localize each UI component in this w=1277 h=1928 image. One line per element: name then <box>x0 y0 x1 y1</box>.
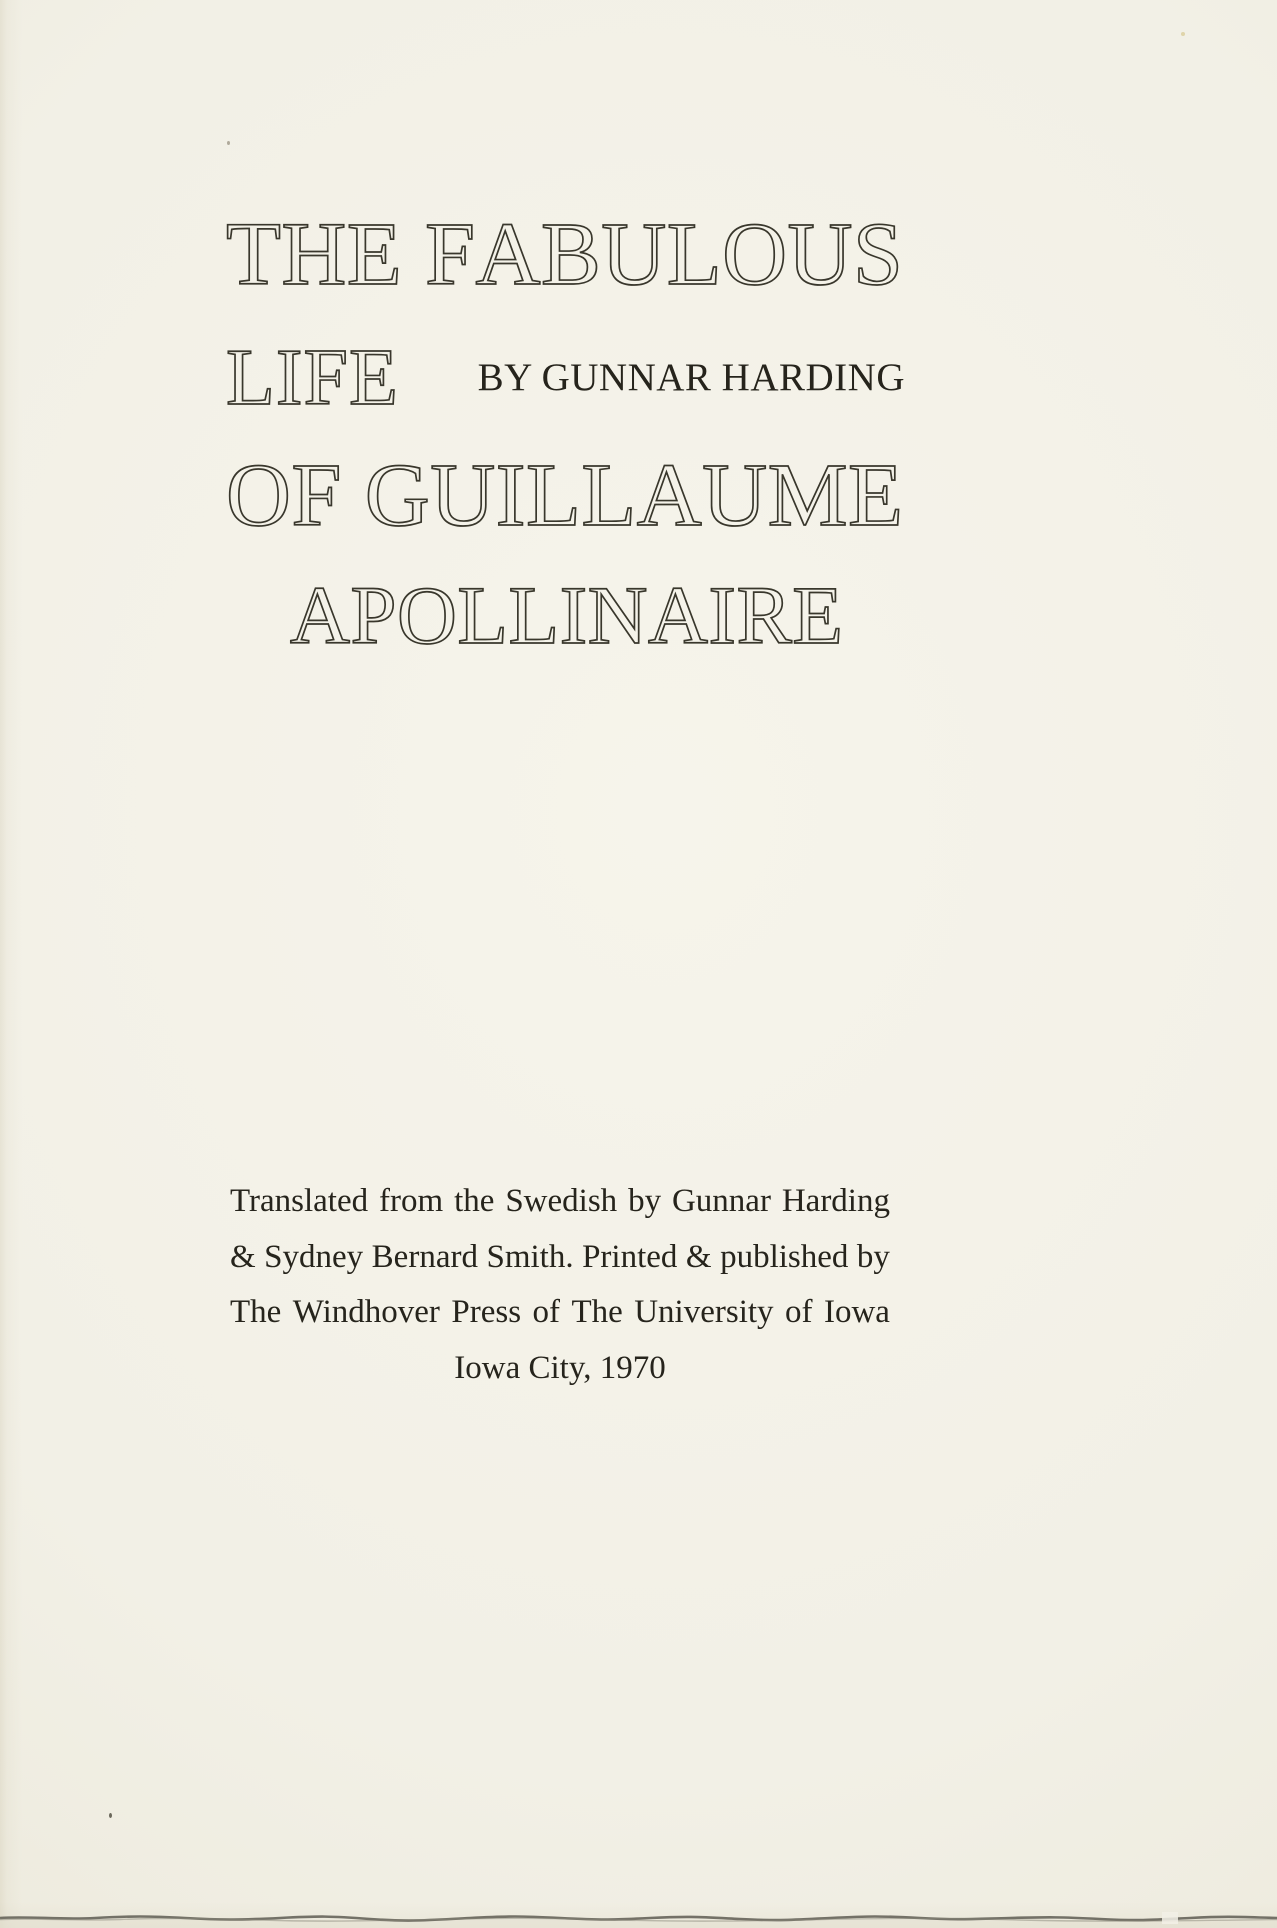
title-line-4: A P O L L I N A I R E <box>290 569 843 661</box>
paper-speck <box>109 1813 112 1818</box>
paper-fleck <box>1181 32 1185 36</box>
title-line-2 <box>226 334 905 422</box>
paper-speck <box>227 141 230 145</box>
colophon-line-2: & Sydney Bernard Smith. Printed & published by <box>230 1238 890 1275</box>
colophon-line-1: Translated from the Swedish by Gunnar Harding <box>230 1183 890 1219</box>
colophon-line-3: The Windhover Press of The University of Iowa <box>230 1294 890 1331</box>
colophon-line-4: Iowa City, 1970 <box>454 1350 666 1387</box>
title-line-1: T H E F A B U L O U S <box>226 205 903 304</box>
author-byline: BY GUNNAR HARDING <box>477 356 905 399</box>
title-line-2-word-life: LIFE <box>226 334 399 422</box>
deckle-edge <box>0 1906 1277 1928</box>
colophon-block <box>230 1174 890 1397</box>
title-line-3: O F G U I L L A U M E <box>226 446 903 545</box>
